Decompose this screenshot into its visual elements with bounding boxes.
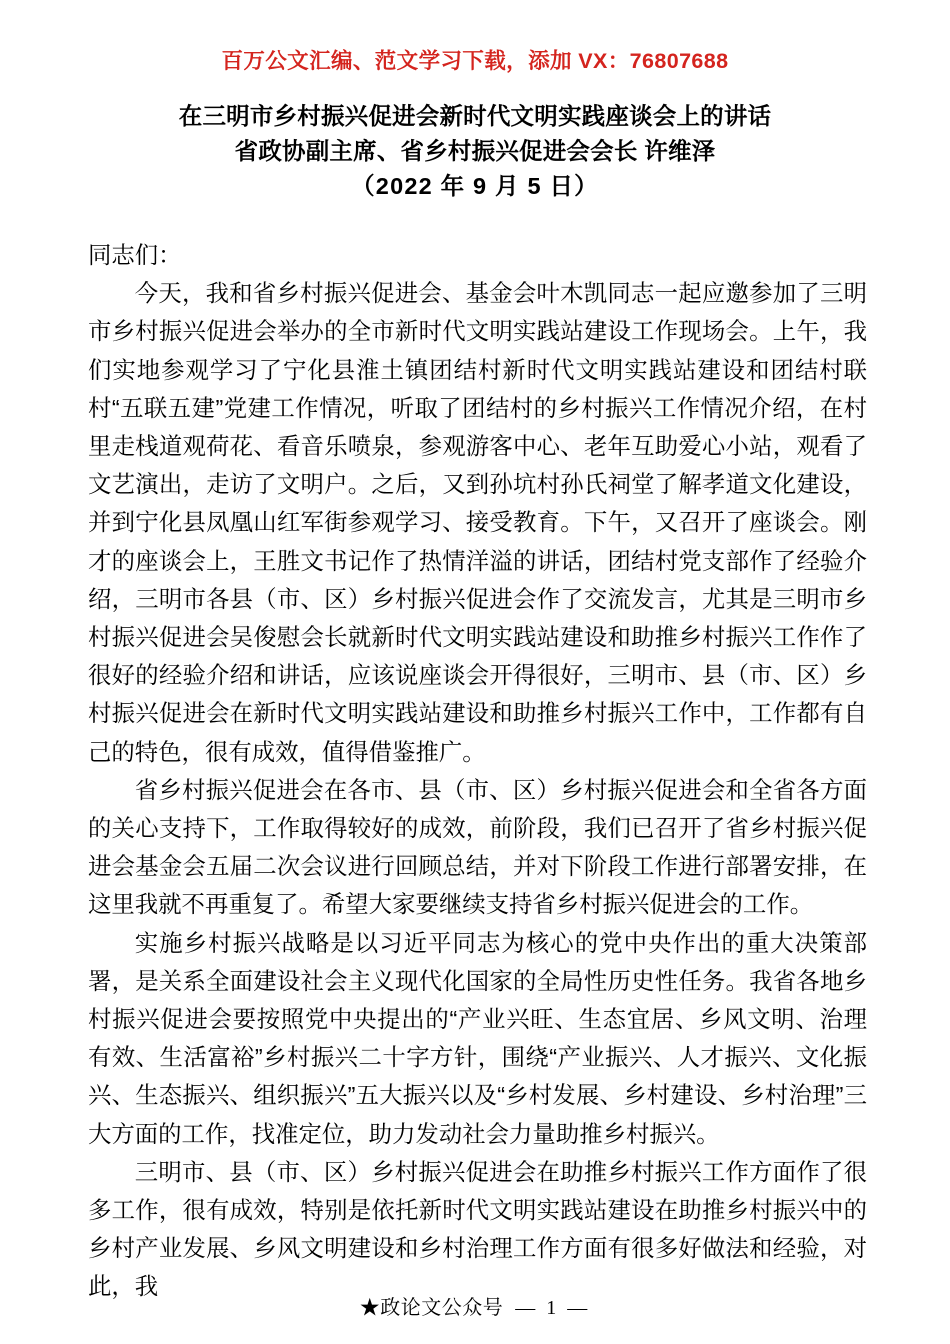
- body-paragraph-3: 实施乡村振兴战略是以习近平同志为核心的党中央作出的重大决策部署，是关系全面建设社会主义现代化国家的全局性历史性任务。我省各地乡村振兴促进会要按照党中央提出的“产业兴旺、生态宜居、乡风文明、治理有效、生活富裕”乡村振兴二十字方针，围绕“产业振兴、人才振兴、文化振兴、生态振兴、组织振兴”五大振兴以及“乡村发展、乡村建设、乡村治理”三大方面的工作，找准定位，助力发动社会力量助推乡村振兴。: [88, 929, 867, 1147]
- body-paragraph-4: 三明市、县（市、区）乡村振兴促进会在助推乡村振兴工作方面作了很多工作，很有成效，特别是依托新时代文明实践站建设在助推乡村振兴中的乡村产业发展、乡风文明建设和乡村治理工作方面有很多好做法和经验，对此，我: [88, 1158, 867, 1300]
- document-title-block: [0, 99, 950, 204]
- body-paragraph-2: 省乡村振兴促进会在各市、县（市、区）乡村振兴促进会和全省各方面的关心支持下，工作取得较好的成效，前阶段，我们已召开了省乡村振兴促进会基金会五届二次会议进行回顾总结，并对下阶段工作进行部署安排，在这里我就不再重复了。希望大家要继续支持省乡村振兴促进会的工作。: [88, 776, 867, 918]
- salutation: 同志们：: [88, 242, 182, 268]
- document-date: （2022 年 9 月 5 日）: [351, 173, 599, 199]
- body-paragraph-1: 今天，我和省乡村振兴促进会、基金会叶木凯同志一起应邀参加了三明市乡村振兴促进会举办的全市新时代文明实践站建设工作现场会。上午，我们实地参观学习了宁化县淮土镇团结村新时代文明实践站建设和团结村联村“五联五建”党建工作情况，听取了团结村的乡村振兴工作情况介绍，在村里走栈道观荷花、看音乐喷泉，参观游客中心、老年互助爱心小站，观看了文艺演出，走访了文明户。之后，又到孙坑村孙氏祠堂了解孝道文化建设，并到宁化县凤凰山红军街参观学习、接受教育。下午，又召开了座谈会。刚才的座谈会上，王胜文书记作了热情洋溢的讲话，团结村党支部作了经验介绍，三明市各县（市、区）乡村振兴促进会作了交流发言，尤其是三明市乡村振兴促进会吴俊慰会长就新时代文明实践站建设和助推乡村振兴工作作了很好的经验介绍和讲话，应该说座谈会开得很好，三明市、县（市、区）乡村振兴促进会在新时代文明实践站建设和助推乡村振兴工作中，工作都有自己的特色，很有成效，值得借鉴推广。: [88, 280, 867, 765]
- footer-page-number: — 1 —: [515, 1297, 591, 1319]
- document-body: [88, 236, 867, 1306]
- footer-brand-label: ★政论文公众号: [359, 1297, 504, 1319]
- document-subtitle-author: 省政协副主席、省乡村振兴促进会会长 许维泽: [234, 138, 716, 164]
- document-title: 在三明市乡村振兴促进会新时代文明实践座谈会上的讲话: [178, 103, 772, 129]
- page-footer: [0, 1291, 950, 1320]
- promo-watermark-header: 百万公文汇编、范文学习下载，添加 VX：76807688: [221, 49, 729, 73]
